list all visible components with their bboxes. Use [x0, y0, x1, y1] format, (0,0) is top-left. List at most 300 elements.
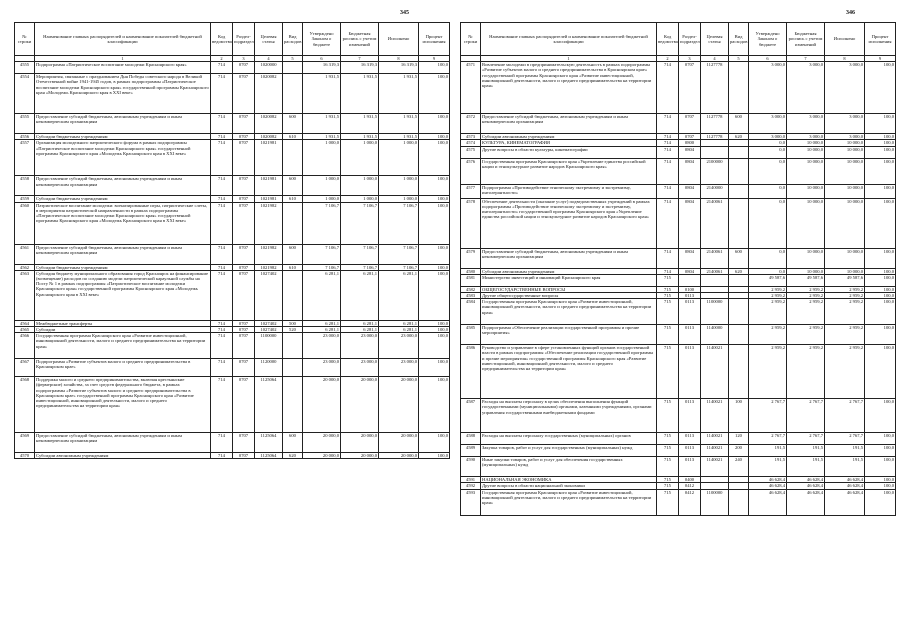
target-article: 1100000 [255, 333, 283, 359]
execution-percent: 100,0 [419, 333, 450, 359]
expense-type [283, 62, 303, 74]
expense-type [283, 140, 303, 176]
row-number: 4579 [461, 248, 481, 268]
execution-percent: 100,0 [865, 345, 896, 399]
ministry-code: 714 [657, 268, 679, 274]
execution-percent: 100,0 [865, 198, 896, 248]
row-number: 4572 [461, 114, 481, 134]
expense-type: 200 [729, 445, 749, 457]
col-header: Раздел-подраздел [233, 23, 255, 56]
expense-type [283, 333, 303, 359]
ministry-code: 715 [657, 445, 679, 457]
section-code: 0707 [233, 134, 255, 140]
expense-type [729, 345, 749, 399]
col-header: Исполнено [379, 23, 419, 56]
col-header: Наименование главных распорядителей и наименование показателей бюджетной классификации [35, 23, 211, 56]
executed-amount: 46 628,4 [825, 489, 865, 515]
row-number: 4564 [15, 320, 35, 326]
table-row [461, 146, 896, 158]
expense-type [729, 489, 749, 515]
col-index: 7 [787, 56, 825, 62]
target-article: 1100000 [701, 299, 729, 325]
section-code: 0100 [679, 286, 701, 292]
executed-amount: 6 281,1 [379, 320, 419, 326]
executed-amount: 10 000,0 [825, 146, 865, 158]
row-number: 4586 [461, 345, 481, 399]
revised-amount: 7 106,7 [341, 264, 379, 270]
row-number: 4570 [15, 453, 35, 459]
executed-amount: 7 106,7 [379, 202, 419, 244]
executed-amount: 46 628,4 [825, 477, 865, 483]
row-name: Мероприятия, связанные с празднованием Дня Победы советского народа в Великой Отечественной войне 1941-1945 годов, в рамках подпрограммы «Патриотическое воспитание молодежи Красноярского края» государственной программы Красноярского края «Молодежь Красноярского края в XXI веке» [35, 74, 211, 114]
target-article: 1027402 [255, 320, 283, 326]
section-code: 0707 [233, 74, 255, 114]
revised-amount: 10 000,0 [787, 268, 825, 274]
section-code: 0804 [679, 268, 701, 274]
section-code: 0707 [233, 433, 255, 453]
execution-percent: 100,0 [419, 359, 450, 377]
target-article: 1027402 [255, 327, 283, 333]
target-article: 1021982 [255, 202, 283, 244]
approved-amount: 0,0 [749, 268, 787, 274]
expense-type: 100 [729, 399, 749, 433]
execution-percent: 100,0 [865, 433, 896, 445]
row-name: Другие вопросы в области культуры, кинематографии [481, 146, 657, 158]
row-number: 4571 [461, 62, 481, 114]
ministry-code: 714 [657, 146, 679, 158]
section-code: 0707 [233, 327, 255, 333]
execution-percent: 100,0 [419, 244, 450, 264]
approved-amount: 1 000,0 [303, 196, 341, 202]
ministry-code: 715 [657, 457, 679, 477]
execution-percent: 100,0 [419, 327, 450, 333]
expense-type: 620 [283, 453, 303, 459]
row-name: Государственная программа Красноярского края «Развитие инвестиционной, инновационной деятельности, малого и среднего предпринимательства на территории края» [481, 489, 657, 515]
execution-percent: 100,0 [419, 202, 450, 244]
row-number: 4575 [461, 146, 481, 158]
revised-amount: 2 959,2 [787, 345, 825, 399]
row-name: Предоставление субсидий бюджетным, автономным учреждениям и иным некоммерческим организациям [481, 114, 657, 134]
approved-amount: 2 959,2 [749, 345, 787, 399]
execution-percent: 100,0 [865, 477, 896, 483]
executed-amount: 10 000,0 [825, 268, 865, 274]
target-article: 1140000 [701, 325, 729, 345]
expense-type: 500 [283, 320, 303, 326]
ministry-code: 714 [211, 62, 233, 74]
col-header: Код ведомства [657, 23, 679, 56]
section-code: 0707 [233, 196, 255, 202]
approved-amount: 23 000,0 [303, 359, 341, 377]
ministry-code: 714 [211, 134, 233, 140]
ministry-code: 714 [657, 198, 679, 248]
row-number: 4566 [15, 333, 35, 359]
row-number: 4561 [15, 244, 35, 264]
col-index: 8 [825, 56, 865, 62]
row-number: 4557 [15, 140, 35, 176]
expense-type [729, 146, 749, 158]
executed-amount: 2 959,2 [825, 286, 865, 292]
row-name: НАЦИОНАЛЬНАЯ ЭКОНОМИКА [481, 477, 657, 483]
table-row [15, 244, 450, 264]
executed-amount: 2 767,7 [825, 433, 865, 445]
expense-type [729, 158, 749, 184]
ministry-code: 714 [211, 433, 233, 453]
row-number: 4559 [15, 196, 35, 202]
row-name: Расходы на выплаты персоналу в целях обеспечения выполнения функций государственными (муниципальными) органами, казенными учреждениями, органами управления государственными внебюджетными фондами [481, 399, 657, 433]
target-article: 1020082 [255, 74, 283, 114]
executed-amount: 1 931,5 [379, 114, 419, 134]
revised-amount: 2 959,2 [787, 325, 825, 345]
executed-amount: 1 000,0 [379, 140, 419, 176]
row-name: Межбюджетные трансферты [35, 320, 211, 326]
col-index: 3 [679, 56, 701, 62]
section-code: 0412 [679, 489, 701, 515]
section-code: 0113 [679, 457, 701, 477]
table-body [15, 62, 450, 459]
execution-percent: 100,0 [865, 248, 896, 268]
execution-percent: 100,0 [865, 158, 896, 184]
approved-amount: 20 000,0 [303, 453, 341, 459]
ministry-code: 714 [211, 270, 233, 320]
section-code: 0707 [233, 62, 255, 74]
section-code: 0707 [233, 114, 255, 134]
executed-amount: 7 106,7 [379, 244, 419, 264]
executed-amount: 1 000,0 [379, 196, 419, 202]
row-number: 4582 [461, 286, 481, 292]
row-number: 4563 [15, 270, 35, 320]
table-row [461, 399, 896, 433]
col-index: 9 [865, 56, 896, 62]
executed-amount: 10 000,0 [825, 198, 865, 248]
row-name: Патриотическое воспитание молодежи: военизированные игры, патриотические слеты, в мероприятия патриотической направленности в рамках подпрограммы «Патриотическое воспитание молодежи Красноярского края» государственной программы Красноярского края «Молодежь Красноярского края в XXI веке» [35, 202, 211, 244]
approved-amount: 2 959,2 [749, 299, 787, 325]
approved-amount: 0,0 [749, 184, 787, 198]
row-name: Организация молодежного патриотического форума в рамках подпрограммы «Патриотическое воспитание молодежи Красноярского края» государственной программы Красноярского края «Молодежь Красноярского края в XXI веке» [35, 140, 211, 176]
expense-type: 610 [283, 264, 303, 270]
revised-amount: 2 959,2 [787, 293, 825, 299]
row-name: Подпрограмма «Обеспечение реализации государственной программы и прочие мероприятия» [481, 325, 657, 345]
col-header: Вид расходов [283, 23, 303, 56]
row-number: 4591 [461, 477, 481, 483]
ministry-code: 714 [657, 62, 679, 114]
target-article: 1125064 [255, 377, 283, 433]
approved-amount: 191,5 [749, 457, 787, 477]
col-index: 1 [35, 56, 211, 62]
expense-type [729, 274, 749, 286]
approved-amount: 2 767,7 [749, 399, 787, 433]
executed-amount: 16 319,3 [379, 62, 419, 74]
approved-amount: 2 767,7 [749, 433, 787, 445]
approved-amount: 0,0 [749, 248, 787, 268]
expense-type: 520 [283, 327, 303, 333]
approved-amount: 46 628,4 [749, 489, 787, 515]
revised-amount: 2 767,7 [787, 433, 825, 445]
revised-amount: 23 000,0 [341, 333, 379, 359]
revised-amount: 10 000,0 [787, 158, 825, 184]
target-article [701, 146, 729, 158]
col-index: 2 [211, 56, 233, 62]
revised-amount: 16 319,3 [341, 62, 379, 74]
executed-amount: 191,5 [825, 445, 865, 457]
table-header-row [461, 23, 896, 56]
row-name: Субсидии автономным учреждениям [35, 453, 211, 459]
revised-amount: 3 000,0 [787, 62, 825, 114]
ministry-code: 714 [211, 140, 233, 176]
execution-percent: 100,0 [419, 62, 450, 74]
approved-amount: 2 959,2 [749, 286, 787, 292]
execution-percent: 100,0 [419, 114, 450, 134]
table-row [15, 333, 450, 359]
page-number: 346 [846, 10, 855, 16]
approved-amount: 6 281,1 [303, 327, 341, 333]
approved-amount: 46 628,4 [749, 477, 787, 483]
col-index: 5 [283, 56, 303, 62]
execution-percent: 100,0 [865, 399, 896, 433]
col-header: № строки [461, 23, 481, 56]
table-header-row [15, 23, 450, 56]
col-index: 7 [341, 56, 379, 62]
executed-amount: 3 000,0 [825, 114, 865, 134]
execution-percent: 100,0 [419, 176, 450, 196]
revised-amount: 191,5 [787, 457, 825, 477]
table-row [461, 433, 896, 445]
row-name: Иные закупки товаров, работ и услуг для обеспечения государственных (муниципальных) нужд [481, 457, 657, 477]
expense-type [729, 62, 749, 114]
row-number: 4589 [461, 445, 481, 457]
executed-amount: 10 000,0 [825, 140, 865, 146]
col-index: 9 [419, 56, 450, 62]
target-article: 1127778 [701, 62, 729, 114]
expense-type: 600 [283, 244, 303, 264]
expense-type [283, 377, 303, 433]
table-row [15, 114, 450, 134]
row-name: Субсидии бюджетным учреждениям [35, 196, 211, 202]
col-header: Бюджетная роспись с учетом изменений [341, 23, 379, 56]
target-article: 1140021 [701, 457, 729, 477]
ministry-code: 714 [657, 158, 679, 184]
col-header: Наименование главных распорядителей и наименование показателей бюджетной классификации [481, 23, 657, 56]
section-code: 0412 [679, 483, 701, 489]
row-name: Поддержка малого и среднего предпринимательства, включая крестьянские (фермерские) хозяйства, за счет средств федерального бюджета, в рамках подпрограммы «Развитие субъектов малого и среднего предпринимательства в Красноярском крае» государственной программы Красноярского края «Развитие инвестиционной, инновационной деятельности, малого и среднего предпринимательства на территории края» [35, 377, 211, 433]
approved-amount: 6 281,1 [303, 270, 341, 320]
section-code: 0804 [679, 198, 701, 248]
section-code: 0707 [233, 176, 255, 196]
approved-amount: 3 000,0 [749, 62, 787, 114]
executed-amount: 7 106,7 [379, 264, 419, 270]
target-article: 2140061 [701, 268, 729, 274]
row-number: 4576 [461, 158, 481, 184]
row-number: 4577 [461, 184, 481, 198]
execution-percent: 100,0 [865, 445, 896, 457]
expense-type: 620 [729, 134, 749, 140]
col-header: Целевая статья [701, 23, 729, 56]
approved-amount: 16 319,3 [303, 62, 341, 74]
target-article: 1021981 [255, 176, 283, 196]
executed-amount: 46 628,4 [825, 483, 865, 489]
row-number: 4593 [461, 489, 481, 515]
executed-amount: 2 959,2 [825, 345, 865, 399]
ministry-code: 714 [657, 140, 679, 146]
table-row [461, 114, 896, 134]
execution-percent: 100,0 [865, 457, 896, 477]
expense-type: 600 [283, 114, 303, 134]
table-row [461, 198, 896, 248]
approved-amount: 1 931,5 [303, 74, 341, 114]
execution-percent: 100,0 [865, 483, 896, 489]
executed-amount: 2 959,2 [825, 325, 865, 345]
execution-percent: 100,0 [865, 184, 896, 198]
col-index: 4 [701, 56, 729, 62]
row-number: 4578 [461, 198, 481, 248]
expense-type: 610 [283, 196, 303, 202]
executed-amount: 10 000,0 [825, 248, 865, 268]
row-name: Другие общегосударственные вопросы [481, 293, 657, 299]
row-name: Предоставление субсидий бюджетным, автономным учреждениям и иным некоммерческим организациям [481, 248, 657, 268]
approved-amount: 7 106,7 [303, 202, 341, 244]
ministry-code: 714 [211, 453, 233, 459]
budget-table [14, 22, 450, 459]
execution-percent: 100,0 [419, 320, 450, 326]
revised-amount: 1 000,0 [341, 176, 379, 196]
revised-amount: 6 281,1 [341, 270, 379, 320]
table-row [461, 345, 896, 399]
target-article: 1021981 [255, 196, 283, 202]
row-number: 4567 [15, 359, 35, 377]
approved-amount: 0,0 [749, 158, 787, 184]
revised-amount: 6 281,1 [341, 320, 379, 326]
row-name: Предоставление субсидий бюджетным, автономным учреждениям и иным некоммерческим организациям [35, 176, 211, 196]
row-name: Обеспечение деятельности (оказание услуг) подведомственных учреждений в рамках подпрограммы «Противодействие этническому экстремизму и экстремизму, интолерантности» государственной программы Красноярского края «Укрепление единства российской нации и этнокультурное развитие народов Красноярского края» [481, 198, 657, 248]
expense-type: 600 [283, 176, 303, 196]
approved-amount: 20 000,0 [303, 433, 341, 453]
col-index: 8 [379, 56, 419, 62]
row-number: 4562 [15, 264, 35, 270]
row-name: Субсидии автономным учреждениям [481, 268, 657, 274]
row-name: Закупка товаров, работ и услуг для государственных (муниципальных) нужд [481, 445, 657, 457]
ministry-code: 715 [657, 299, 679, 325]
section-code: 0707 [233, 264, 255, 270]
executed-amount: 2 767,7 [825, 399, 865, 433]
table-row [15, 270, 450, 320]
approved-amount: 7 106,7 [303, 244, 341, 264]
approved-amount: 2 959,2 [749, 293, 787, 299]
row-name: Подпрограмма «Противодействие этническому экстремизму и экстремизму, интолерантности» [481, 184, 657, 198]
target-article: 1020000 [255, 62, 283, 74]
section-code: 0707 [233, 453, 255, 459]
execution-percent: 100,0 [865, 62, 896, 114]
row-number: 4555 [15, 114, 35, 134]
revised-amount: 20 000,0 [341, 453, 379, 459]
execution-percent: 100,0 [865, 268, 896, 274]
execution-percent: 100,0 [865, 146, 896, 158]
row-name: Расходы на выплаты персоналу государственных (муниципальных) органов [481, 433, 657, 445]
revised-amount: 10 000,0 [787, 248, 825, 268]
execution-percent: 100,0 [419, 377, 450, 433]
approved-amount: 0,0 [749, 198, 787, 248]
executed-amount: 1 931,5 [379, 134, 419, 140]
target-article: 1125064 [255, 453, 283, 459]
approved-amount: 1 000,0 [303, 140, 341, 176]
executed-amount: 2 959,2 [825, 299, 865, 325]
col-header: Бюджетная роспись с учетом изменений [787, 23, 825, 56]
target-article: 1127778 [701, 114, 729, 134]
target-article: 1100000 [701, 489, 729, 515]
row-name: Подпрограмма «Развитие субъектов малого и среднего предпринимательства в Красноярском крае» [35, 359, 211, 377]
revised-amount: 3 000,0 [787, 134, 825, 140]
revised-amount: 1 931,5 [341, 134, 379, 140]
revised-amount: 10 000,0 [787, 146, 825, 158]
executed-amount: 20 000,0 [379, 377, 419, 433]
section-code: 0707 [233, 140, 255, 176]
revised-amount: 2 959,2 [787, 286, 825, 292]
col-index: 4 [255, 56, 283, 62]
executed-amount: 6 281,1 [379, 327, 419, 333]
ministry-code: 714 [211, 264, 233, 270]
approved-amount: 0,0 [749, 140, 787, 146]
col-header: № строки [15, 23, 35, 56]
section-code: 0804 [679, 158, 701, 184]
table-row [15, 359, 450, 377]
section-code: 0113 [679, 299, 701, 325]
target-article: 1021982 [255, 244, 283, 264]
ministry-code: 715 [657, 286, 679, 292]
section-code: 0113 [679, 399, 701, 433]
row-name: Субсидии бюджетным учреждениям [35, 264, 211, 270]
revised-amount: 46 628,4 [787, 477, 825, 483]
executed-amount: 3 000,0 [825, 134, 865, 140]
table-row [15, 377, 450, 433]
execution-percent: 100,0 [419, 74, 450, 114]
section-code: 0707 [679, 114, 701, 134]
revised-amount: 7 106,7 [341, 244, 379, 264]
row-number: 4554 [15, 74, 35, 114]
ministry-code: 714 [211, 320, 233, 326]
revised-amount: 2 959,2 [787, 299, 825, 325]
section-code: 0113 [679, 325, 701, 345]
row-name: Предоставление субсидий бюджетным, автономным учреждениям и иным некоммерческим организациям [35, 433, 211, 453]
execution-percent: 100,0 [865, 299, 896, 325]
row-name: Государственная программа Красноярского края «Развитие инвестиционной, инновационной деятельности, малого и среднего предпринимательства на территории края» [35, 333, 211, 359]
row-number: 4569 [15, 433, 35, 453]
execution-percent: 100,0 [865, 134, 896, 140]
row-number: 4568 [15, 377, 35, 433]
ministry-code: 714 [211, 74, 233, 114]
section-code: 0804 [679, 146, 701, 158]
executed-amount: 10 000,0 [825, 184, 865, 198]
target-article: 1027402 [255, 270, 283, 320]
revised-amount: 10 000,0 [787, 140, 825, 146]
table-row [15, 140, 450, 176]
row-name: Субсидия бюджету муниципального образования город Красноярск на финансирование (возмещение) расходов по созданию модели патриотической караульной службы на Посту № 1 в рамках подпрограммы «Патриотическое воспитание молодежи Красноярского края» государственной программы Красноярского края «Молодежь Красноярского края в XXI веке» [35, 270, 211, 320]
section-code: 0707 [233, 202, 255, 244]
ministry-code: 714 [657, 248, 679, 268]
row-number: 4583 [461, 293, 481, 299]
approved-amount: 7 106,7 [303, 264, 341, 270]
expense-type [283, 359, 303, 377]
table-row [461, 489, 896, 515]
section-code: 0707 [233, 359, 255, 377]
table-row [461, 62, 896, 114]
ministry-code: 715 [657, 325, 679, 345]
target-article: 1127778 [701, 134, 729, 140]
budget-table [460, 22, 896, 516]
section-code: 0113 [679, 445, 701, 457]
ministry-code: 714 [211, 359, 233, 377]
approved-amount: 20 000,0 [303, 377, 341, 433]
approved-amount: 49 587,6 [749, 274, 787, 286]
expense-type: 600 [729, 248, 749, 268]
section-code: 0804 [679, 184, 701, 198]
